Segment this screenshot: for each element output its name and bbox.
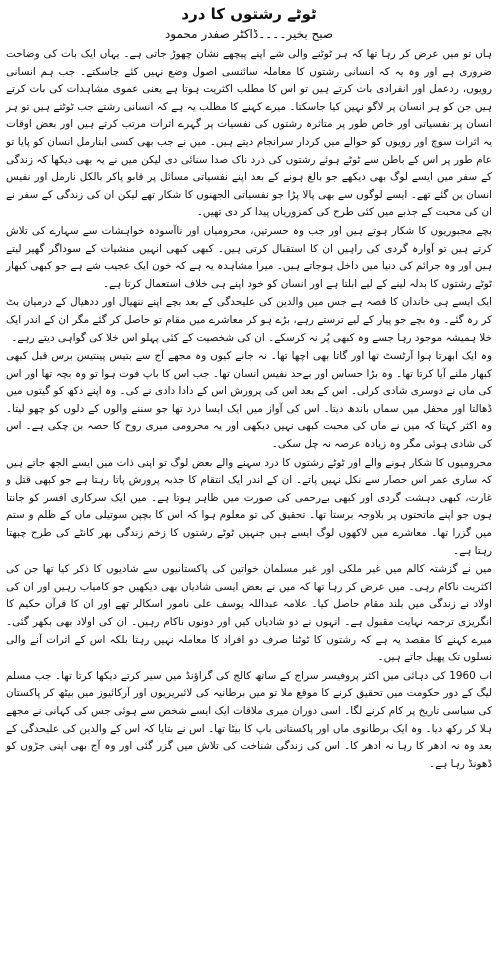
article-byline: صبح بخیر۔۔۔۔ڈاکٹر صفدر محمود bbox=[164, 27, 334, 41]
article-body bbox=[6, 46, 492, 773]
article-paragraph: ایک ایسے ہی خاندان کا قصہ ہے جس میں والدین کی علیحدگی کے بعد بچے اپنے ننھیال اور ددھیال کے درمیان بٹ کر رہ گئے۔ وہ بچے جو پیار کے لیے ترستے رہے، بڑے ہو کر معاشرے میں مقام تو حاصل کر گئے مگر ان کے اندر ایک خلا ہمیشہ موجود رہا جسے وہ کبھی پُر نہ کرسکے۔ ان کی شخصیت کے کئی پہلو اس خلا کی گواہی دیتے رہے۔ bbox=[6, 296, 492, 344]
article-paragraph: محرومیوں کا شکار ہونے والے اور ٹوٹے رشتوں کا درد سہنے والے بعض لوگ تو اپنی ذات میں ایسے الجھ جاتے ہیں کہ ساری عمر اس حصار سے نکل نہیں پاتے۔ ان کے اندر ایک انتقام کا جذبہ پرورش پاتا رہتا ہے جو کبھی قتل و غارت، کبھی دہشت گردی اور کبھی بےرحمی کی صورت میں ظاہر ہوتا ہے۔ میں ایک سرکاری افسر کو جانتا ہوں جو اپنے ماتحتوں پر بلاوجہ برستا تھا۔ تحقیق کی تو معلوم ہوا کہ اس کا بچپن سوتیلی ماں کے ظلم و ستم میں گزرا تھا۔ معاشرے میں لاکھوں لوگ ایسے ہیں جنہیں ٹوٹے رشتوں کا زخم زندگی بھر کانٹے کی طرح چبھتا رہتا ہے۔ bbox=[6, 456, 492, 557]
article-paragraph: اب 1960 کی دہائی میں اکثر پروفیسر سراج کے ساتھ کالج کی گراؤنڈ میں سیر کرتے دیکھا کرتا تھا۔ جب مسلم لیگ کے دور حکومت میں تحقیق کرنے کا موقع ملا تو میں برطانیہ کی لائبریریوں اور آرکائیوز میں بیٹھ کر پاکستان کی سیاسی تاریخ پر کام کرنے لگا۔ اسی دوران میری ملاقات ایک ایسے شخص سے ہوئی جس کی کہانی نے مجھے ہلا کر رکھ دیا۔ وہ ایک برطانوی ماں اور پاکستانی باپ کا بیٹا تھا۔ اس نے بتایا کہ اس کے والدین کی علیحدگی کے بعد وہ نہ ادھر کا رہا نہ ادھر کا۔ اس کی زندگی شناخت کی تلاش میں گزر گئی اور وہ آج بھی اپنی جڑوں کو ڈھونڈ رہا ہے۔ bbox=[6, 669, 492, 770]
article-title: ٹوٹے رشتوں کا درد bbox=[181, 5, 317, 23]
article-paragraph: ہاں تو میں عرض کر رہا تھا کہ ہر ٹوٹنے والی شے اپنے پیچھے نشان چھوڑ جاتی ہے۔ یہاں ایک بات کی وضاحت ضروری ہے اور وہ یہ کہ انسانی رشتوں کا معاملہ سائنسی اصول وضع نہیں کئے جاسکتے۔ جب ہم انسانی رویوں، ردعمل اور انفرادی بات کرتے ہیں تو اس کا مطلب اکثریت ہوتا ہے یعنی عموی مشاہدات کی بات کرتے ہیں جن کو ہر انسان پر لاگو نہیں کیا جاسکتا۔ میرے کہنے کا مطلب یہ ہے کہ انسانی رشتے جب ٹوٹتے ہیں تو ہر انسان پر نفسیاتی اور خاص طور پر متاثرہ رشتوں کی نفسیات پر گہرے اثرات مرتب کرتے ہیں اور بعض اوقات یہ اثرات سوچ اور رویوں کو حوالے میں کردار سرانجام دیتے ہیں۔ میں نے جب بھی کسی ابنارمل انسان کو پایا تو عام طور پر اس کے باطن سے ٹوٹے ہوئے رشتوں کی درد ناک صدا سنائی دی لیکن میں نے یہ بھی دیکھا کہ زندگی کے سفر میں ایسے لوگ بھی دیکھے جو بالغ ہونے کے بعد اپنے نفسیاتی مسائل پر قابو پاکر بالکل نارمل اور نفیس انسان بن گئے تھے۔ ایسے لوگوں سے بھی پالا پڑا جو نفسیاتی الجھنوں کا شکار تھے لیکن ان کی زندگی کے سفر نے ان کی محبت کے جذبے میں کئی طرح کی کمزوریاں پیدا کر دی تھیں۔ bbox=[6, 48, 492, 219]
article-paragraph: بچے مجبوریوں کا شکار ہوتے ہیں اور جب وہ حسرتیں، محرومیاں اور ناآسودہ خواہشات سے سہارے کی تلاش کرتے ہیں تو آوارہ گردی کی راہیں ان کا استقبال کرتی ہیں۔ کبھی کبھی انہیں منشیات کے سوداگر گھیر لیتے ہیں اور وہ جرائم کی دنیا میں داخل ہوجاتے ہیں۔ میرا مشاہدہ یہ ہے کہ خون ایک عجیب شے ہے جو کبھی کبھار ٹوٹے رشتوں کا بدلہ لینے کے لیے ابلتا ہے اور انسان کو خود اپنے ہی خلاف استعمال کرتا ہے۔ bbox=[6, 224, 492, 290]
article-paragraph: میں نے گزشتہ کالم میں غیر ملکی اور غیر مسلمان خواتین کی پاکستانیوں سے شادیوں کا ذکر کیا تھا جن کی اکثریت ناکام رہی۔ میں عرض کر رہا تھا کہ میں نے بعض ایسی شادیاں بھی دیکھیں جو کامیاب رہیں اور ان کی اولاد نے زندگی میں بلند مقام حاصل کیا۔ علامہ عبداللہ یوسف علی نامور اسکالر تھے اور ان کا قرآن حکیم کا انگریزی ترجمہ نہایت مقبول ہے۔ انہوں نے دو شادیاں کیں اور دونوں ناکام رہیں۔ ان کی اولاد بھی بکھر گئی۔ میرے کہنے کا مقصد یہ ہے کہ رشتوں کا ٹوٹنا صرف دو افراد کا معاملہ نہیں رہتا بلکہ اس کے اثرات آنے والی نسلوں تک پھیل جاتے ہیں۔ bbox=[6, 563, 492, 664]
article-paragraph: وہ ایک ابھرتا ہوا آرٹسٹ تھا اور گاتا بھی اچھا تھا۔ نہ جانے کیوں وہ مجھے آج سے بتیس پینتیس برس قبل کبھی کبھار ملنے آیا کرتا تھا۔ وہ بڑا حساس اور بےحد نفیس انسان تھا۔ جب اس کا باپ فوت ہوا تو وہ بچہ تھا اور اس کی ماں نے دوسری شادی کرلی۔ اس کے بعد اس کی پرورش اس کے دادا دادی نے کی۔ وہ اپنے دکھ کو گیتوں میں ڈھالتا اور محفل میں سماں باندھ دیتا۔ اس کی آواز میں ایک ایسا درد تھا جو سننے والوں کے دلوں کو چھو لیتا۔ وہ اکثر کہتا کہ میں نے ماں کی محبت کبھی نہیں دیکھی اور یہ محرومی میری روح کا حصہ بن چکی ہے۔ اس کی شادی ہوئی مگر وہ زیادہ عرصہ نہ چل سکی۔ bbox=[6, 350, 492, 451]
